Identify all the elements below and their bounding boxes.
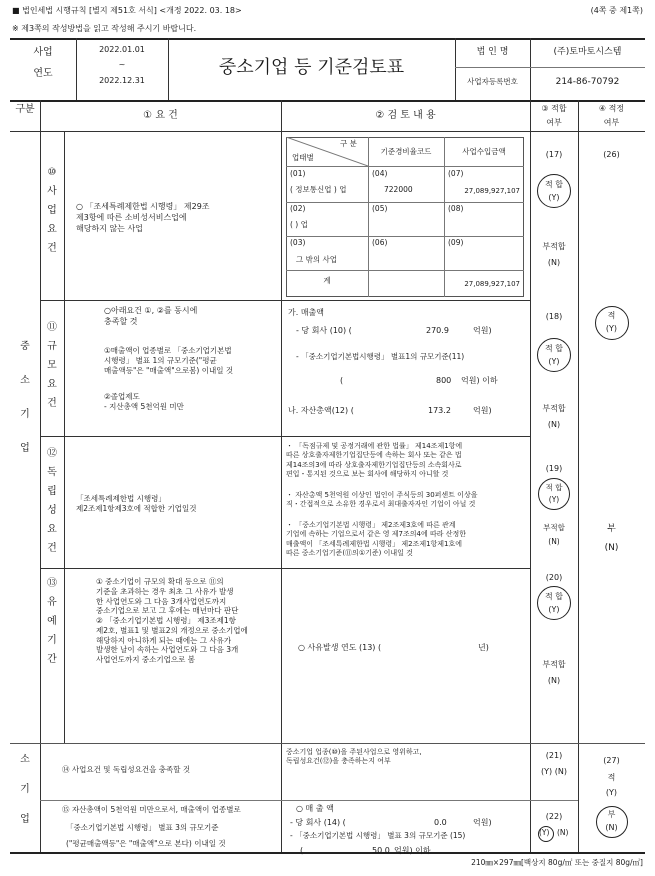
row-line: [40, 568, 530, 569]
title-top-border: [10, 38, 645, 40]
grace-fit-mark: (Y): [548, 605, 560, 614]
grace-unfit-mark: (N): [547, 676, 561, 685]
grace-fit-label: 적 합: [545, 592, 563, 601]
row07-no: (07): [448, 169, 464, 178]
small-requirement-2a: ⑮ 자산총액이 5천억원 미만으로서, 매출액이 업종별로: [62, 805, 241, 814]
indep-unfit-mark: (N): [548, 537, 560, 546]
row07-amount: 27,089,927,107: [464, 187, 520, 195]
inner-header-code: 기준경비율코드: [380, 147, 432, 156]
header-fit4-line2: 여부: [603, 118, 620, 127]
business-year-label-1: 사업: [33, 47, 53, 58]
inner-row: [286, 202, 524, 203]
header-fit4-line1: ④ 적정: [598, 104, 625, 113]
small-requirement-1: ⑭ 사업요건 및 독립성요건을 충족할 것: [62, 765, 191, 774]
corp-name-label: 법 인 명: [476, 47, 509, 57]
row02-industry: ( ) 업: [290, 220, 308, 229]
inner-col: [444, 137, 445, 297]
small-rev-company-unit: 억원): [473, 818, 492, 827]
column-header-bottom: [10, 131, 645, 132]
small-overall-no: (27): [603, 756, 620, 765]
small1-fit-no: (21): [545, 751, 563, 760]
row05-no: (05): [372, 204, 388, 213]
form-reference: ■ 법인세법 시행규칙 [별지 제51호 서식] <개정 2022. 03. 18>: [12, 6, 242, 15]
biz-requirement: ○ 「조세특례제한법 시행령」 제29조 제3항에 따른 소비성서비스업에 해당하지 않는 사업: [76, 202, 210, 233]
row08-no: (08): [448, 204, 464, 213]
sme-overall-no: (26): [603, 150, 620, 159]
form-title: 중소기업 등 기준검토표: [218, 57, 405, 78]
row-line: [40, 800, 578, 801]
col-line: [281, 100, 282, 852]
indep-fit-no: (19): [545, 464, 563, 473]
row02-no: (02): [290, 204, 306, 213]
small-overall-fit: 적: [607, 773, 616, 782]
row-label-size: ⑪ 규 모 요 건: [47, 322, 57, 409]
small-overall-unfit-mark: (N): [605, 823, 618, 832]
small2-y-mark: (Y): [539, 828, 550, 837]
indep-review-1: ・ 「독점규제 및 공정거래에 관한 법률」 제14조제1항에 따른 상호출자제한기업집단등에 속하는 회사 또는 같은 법 제14조의3에 따라 상호출자제한기업집단등의 소속회사로 편입・통지된 것으로 보는 회사에 해당하지 아니할 것: [286, 442, 463, 479]
sme-overall-fit-mark: (Y): [605, 324, 618, 333]
row-label-business: ⑩ 사 업 요 건: [47, 167, 57, 254]
size-rev-company: - 당 회사 (10) (: [296, 326, 352, 335]
size-rev-heading: 가. 매출액: [288, 308, 324, 317]
grace-review: ○ 사유발생 연도 (13) (: [298, 643, 382, 652]
section-label-sme: 중 소 기 업: [20, 341, 30, 454]
size-rev-company-val: 270.9: [426, 326, 449, 335]
size-fit-label: 적 합: [545, 344, 563, 353]
instruction-notice: ※ 제3쪽의 작성방법을 읽고 작성해 주시기 바랍니다.: [12, 24, 197, 33]
page-indicator: (4쪽 중 제1쪽): [590, 6, 643, 15]
small-overall-unfit: 부: [607, 810, 616, 819]
row09-no: (09): [448, 238, 464, 247]
period-tilde: ~: [118, 60, 126, 69]
size-requirement-1: ○아래요건 ①, ②를 동시에 충족할 것: [104, 306, 198, 326]
small-review-1: 중소기업 업종(⑩)을 주된사업으로 영위하고, 독립성요건(⑫)을 충족하는지 여부: [286, 748, 422, 766]
size-rev-assets: 나. 자산총액(12) (: [288, 406, 354, 415]
row03-industry: 그 밖의 사업: [296, 255, 337, 264]
sme-overall-unfit-mark: (N): [604, 543, 619, 553]
row-label-independence: ⑫ 독 립 성 요 건: [47, 448, 57, 554]
small-rev-company-val: 0.0: [434, 818, 447, 827]
business-year-label-2: 연도: [33, 68, 53, 79]
indep-fit-label: 적 합: [545, 483, 563, 492]
row03-no: (03): [290, 238, 306, 247]
biz-fit-label: 적 합: [545, 180, 563, 189]
total-label: 계: [323, 276, 331, 285]
size-rev-assets-unit: 억원): [473, 406, 492, 415]
indep-review-3: ・ 「중소기업기본법 시행령」 제2조제3호에 따른 관계 기업에 속하는 기업으로서 같은 영 제7조의4에 따라 산정한 매출액이 「조세특례제한법 시행령」 제2조제1항제1호에 따른 중소기업기준(⑪의①기준) 이내일 것: [286, 521, 467, 558]
small2-fit-no: (22): [545, 812, 563, 821]
small1-fit-marks: (Y) (N): [541, 767, 567, 776]
inner-header-category: 구 분: [340, 139, 357, 148]
biz-fit-mark: (Y): [548, 193, 560, 202]
grace-unfit-label: 부적합: [542, 660, 566, 669]
biz-no-label: 사업자등록번호: [467, 77, 518, 86]
row04-no: (04): [372, 169, 388, 178]
size-unfit-label: 부적합: [542, 404, 566, 413]
corp-name-value: (주)토마토시스템: [553, 47, 622, 57]
indep-unfit-label: 부적합: [543, 523, 565, 532]
sme-overall-fit: 적: [607, 311, 616, 320]
inner-row: [286, 166, 524, 167]
row-line: [40, 436, 530, 437]
header-review: ② 검 토 내 용: [375, 110, 436, 121]
biz-no-value: 214-86-70792: [555, 77, 620, 87]
table-top-border: [10, 100, 645, 102]
indep-fit-mark: (Y): [548, 495, 560, 504]
row04-code: 722000: [384, 185, 413, 194]
small-rev-standard: - 「중소기업기본법 시행령」 별표 3의 규모기준 (15): [290, 831, 466, 840]
small-overall-fit-mark: (Y): [605, 788, 618, 797]
table-bottom-border: [10, 852, 645, 854]
paper-spec-footer: 210㎜×297㎜[백상지 80g/㎡ 또는 중질지 80g/㎡]: [471, 858, 643, 867]
header-fit3-line1: ③ 적합: [541, 104, 567, 113]
small-requirement-2c: ("평균매출액등"은 "매출액"으로 본다) 이내일 것: [66, 839, 226, 848]
grace-requirement: ① 중소기업이 규모의 확대 등으로 ⑪의 기준을 초과하는 경우 최초 그 사유가 발생 한 사업연도와 그 다음 3개사업연도까지 중소기업으로 보고 그 후에는 매년마다 판단 ② 「중소기업기본법 시행령」 제3조제1항 제2호, 별표1 및 별표2의 개정으로 중소기업에 해당하지 아니하게 되는 때에는 그 사유가 발생한 날이 속하는 사업연도와 그 다음 3개 사업연도까지 중소기업으로 봄: [96, 577, 248, 664]
inner-col: [368, 137, 369, 297]
title-divider: [455, 67, 645, 68]
grace-fit-no: (20): [545, 573, 563, 582]
header-requirement: ① 요 건: [143, 110, 178, 121]
biz-unfit-label: 부적합: [542, 242, 566, 251]
size-requirement-2: ①매출액이 업종별로 「중소기업기본법 시행령」 별표 1의 규모기준("평균 매출액등"은 "매출액"으로봄) 이내일 것: [104, 346, 234, 376]
period-end-date: 2022.12.31: [99, 76, 145, 85]
small-rev-standard-val: 50.0: [372, 846, 390, 855]
size-requirement-3: ②졸업제도 - 지산총액 5천억원 미만: [104, 392, 184, 412]
col-line: [64, 131, 65, 743]
inner-row: [286, 236, 524, 237]
sme-overall-unfit: 부: [607, 524, 616, 534]
col-line: [578, 100, 579, 852]
row-line: [40, 300, 530, 301]
indep-requirement: 「조세특례제한법 시행령」 제2조제1항제3호에 적합한 기업일것: [76, 494, 197, 514]
inner-header-revenue: 사업수입금액: [462, 147, 506, 156]
biz-unfit-mark: (N): [547, 258, 561, 267]
col-line: [530, 100, 531, 852]
size-rev-company-unit: 억원): [473, 326, 492, 335]
grace-review-close: 년): [478, 643, 489, 652]
size-rev-standard-open: (: [340, 376, 344, 385]
header-fit3-line2: 여부: [546, 118, 562, 127]
size-rev-standard: - 「중소기업기본법시행령」 별표1의 규모기준(11): [296, 352, 465, 361]
biz-fit-no: (17): [545, 150, 563, 159]
section-label-small: 소 기 업: [20, 754, 30, 825]
period-start-date: 2022.01.01: [99, 45, 145, 54]
small-rev-standard-open: (: [300, 846, 304, 855]
inner-row: [286, 270, 524, 271]
row06-no: (06): [372, 238, 388, 247]
size-unfit-mark: (N): [547, 420, 561, 429]
total-amount: 27,089,927,107: [464, 280, 520, 288]
size-rev-standard-val: 800: [436, 376, 452, 385]
inner-header-industry: 업태별: [292, 153, 314, 162]
small2-n-mark: (N): [557, 828, 569, 837]
row-label-grace: ⑬ 유 예 기 간: [47, 578, 57, 665]
size-rev-standard-unit: 억원) 이하: [461, 376, 498, 385]
small-requirement-2b: 「중소기업기본법 시행령」 별표 3의 규모기준: [66, 823, 219, 832]
size-rev-assets-val: 173.2: [428, 406, 451, 415]
small-rev-company: - 당 회사 (14) (: [290, 818, 346, 827]
row01-no: (01): [290, 169, 306, 178]
section-divider: [10, 743, 645, 744]
size-fit-mark: (Y): [548, 357, 560, 366]
small-rev-standard-unit: 억원) 이하: [394, 846, 431, 855]
indep-review-2: ・ 자산총액 5천억원 이상인 법인이 주식등의 30퍼센트 이상을 직・간접적으로 소유한 경우로서 최대출자자인 기업이 아닐 것: [286, 491, 478, 509]
small-rev-heading: ○ 매 출 액: [296, 804, 334, 813]
header-category: 구분: [15, 104, 35, 115]
row01-industry: ( 정보통신업 ) 업: [290, 185, 347, 194]
size-fit-no: (18): [545, 312, 563, 321]
